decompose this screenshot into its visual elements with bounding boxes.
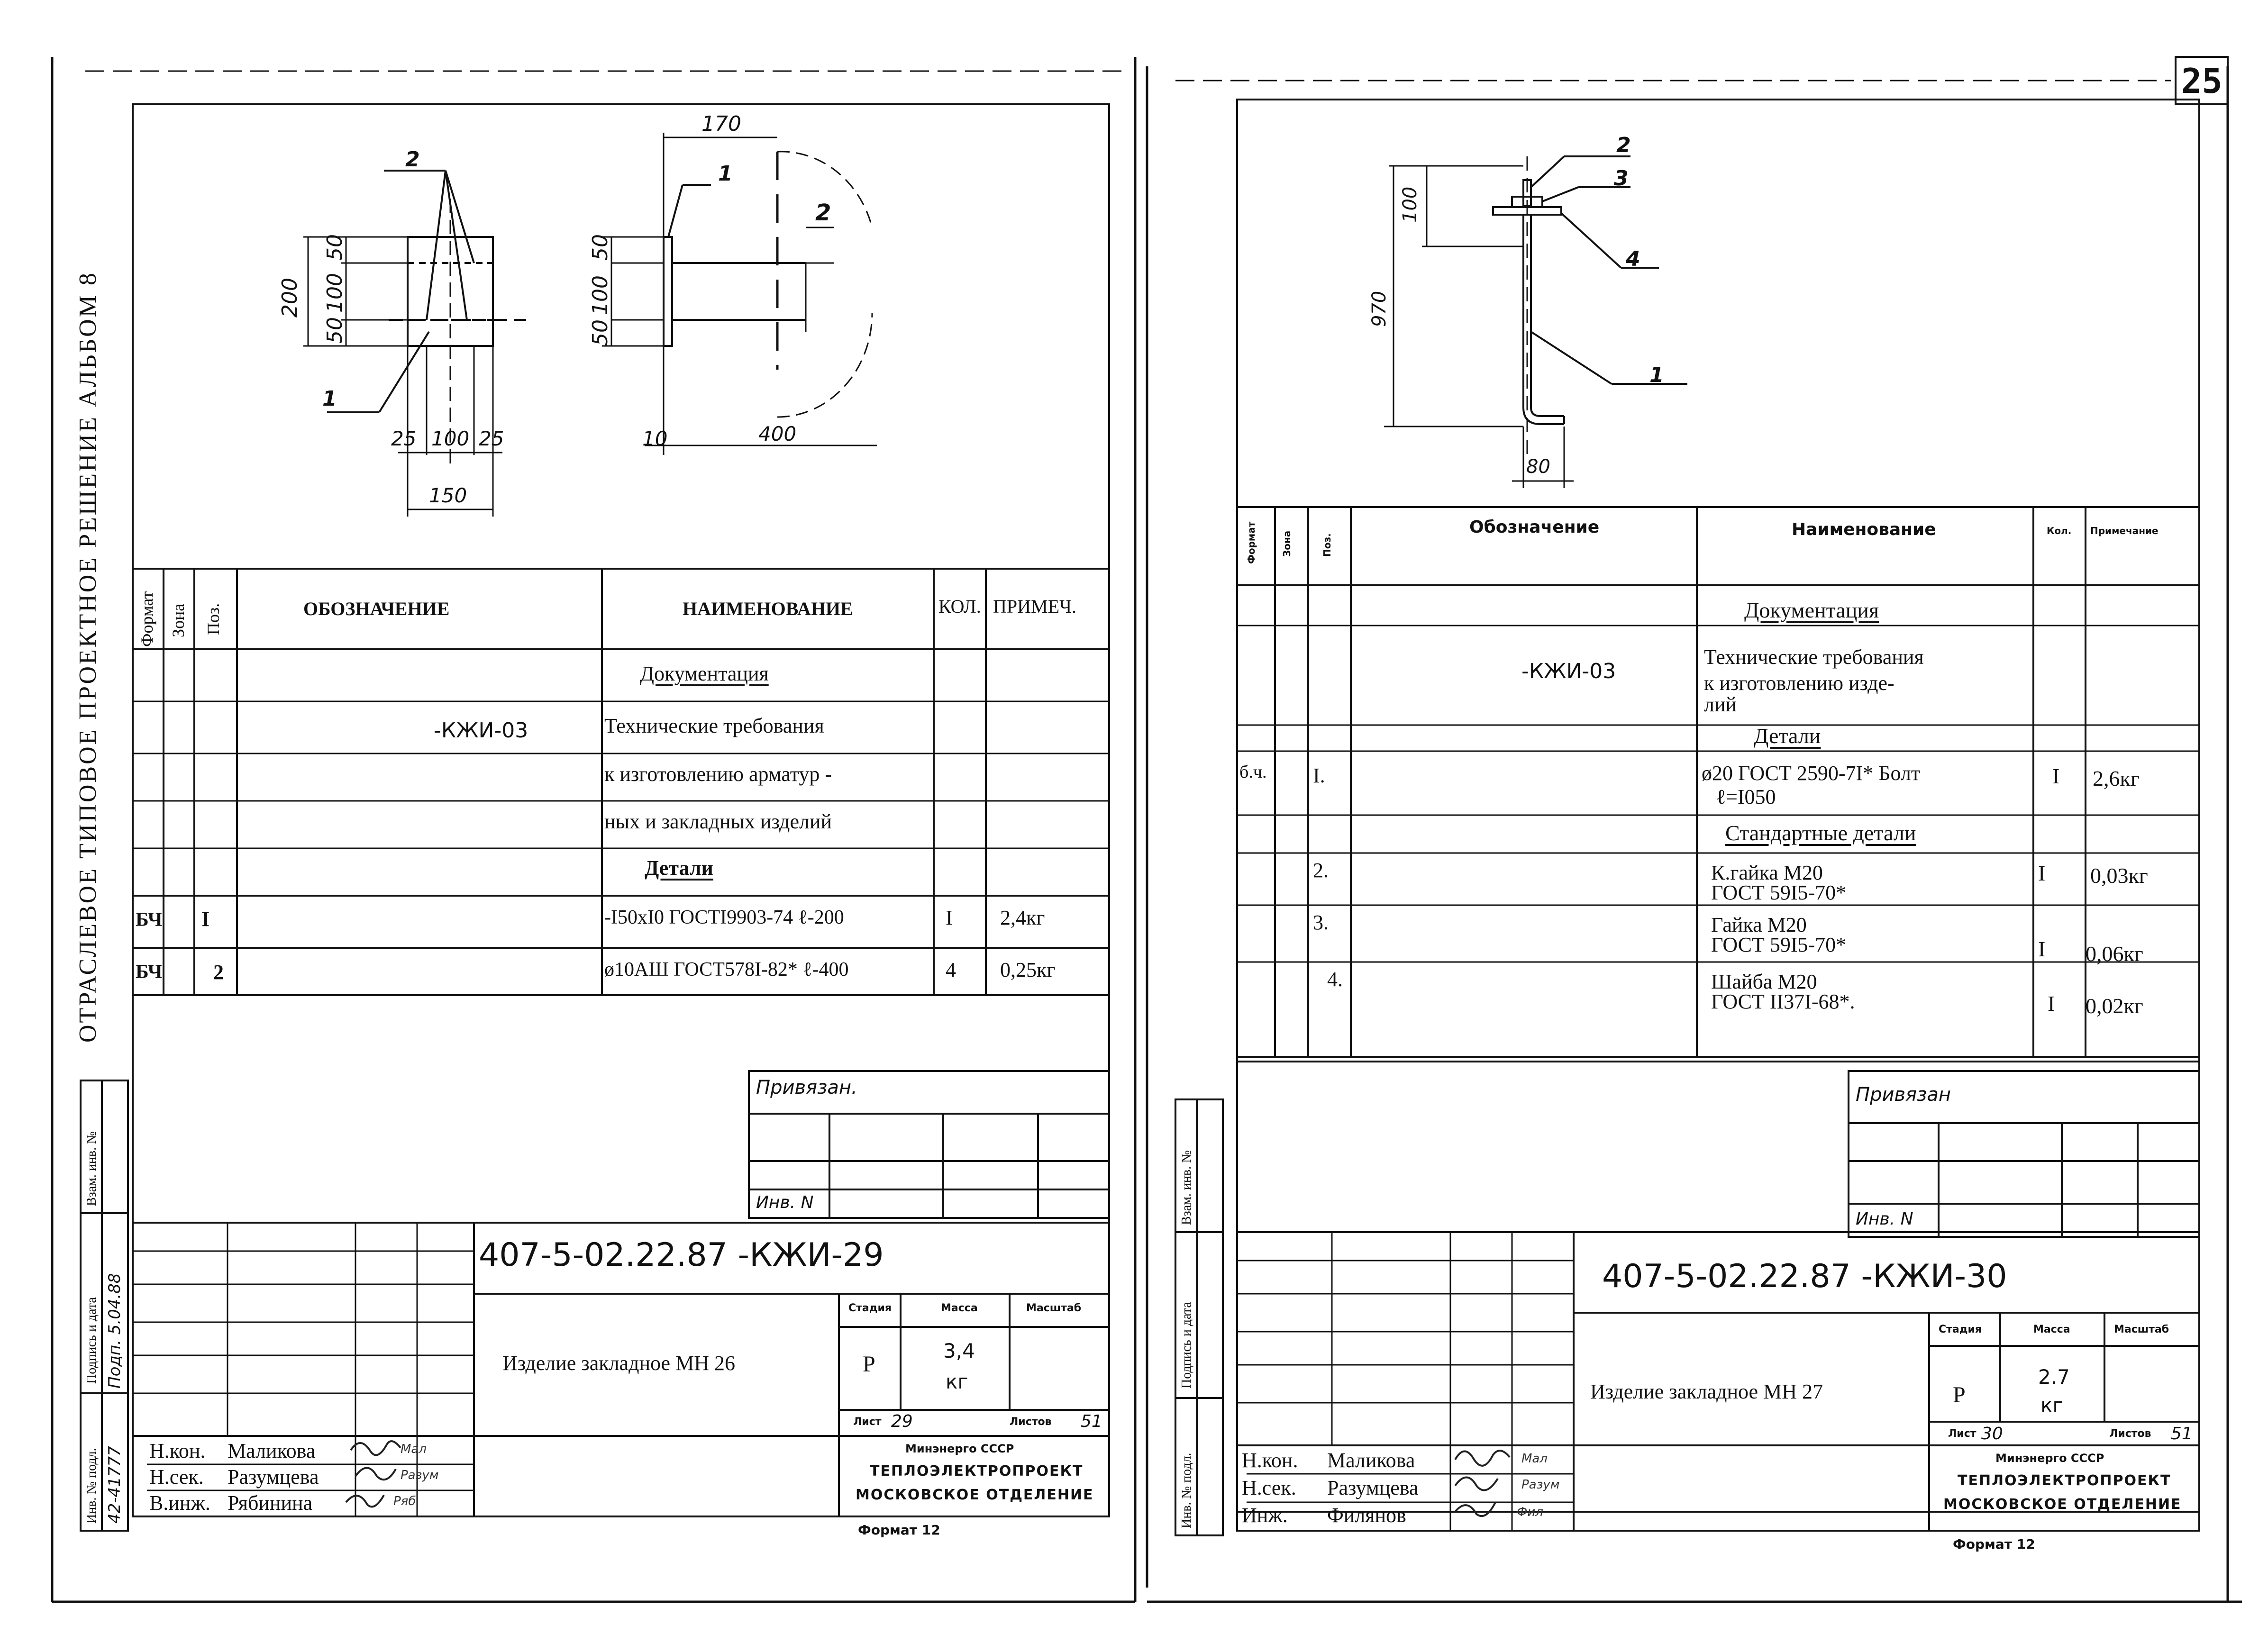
right-sheets-label: Листов (2109, 1428, 2151, 1440)
right-stamp-vzam: Взам. инв. № (1179, 1150, 1194, 1225)
right-doc-name-3: лий (1704, 693, 1737, 716)
right-r3-qty: I (2038, 937, 2046, 961)
right-signature-1: Мал (1521, 1452, 1548, 1466)
left-doc-name-1: Технические требования (604, 714, 824, 737)
left-org-1: Минэнерго СССР (905, 1442, 1014, 1455)
leader-4-right: 4 (1626, 247, 1640, 271)
right-col-name: Наименование (1792, 520, 1936, 539)
right-person-3-role: Инж. (1242, 1504, 1288, 1527)
right-col-designation: Обозначение (1469, 517, 1600, 537)
leader-2-left: 2 (405, 147, 420, 172)
left-r1-note: 2,4кг (1000, 906, 1045, 929)
left-person-3-name: Рябинина (228, 1491, 313, 1515)
left-binding-inv: Инв. N (756, 1193, 814, 1212)
left-mass-unit: кг (946, 1370, 968, 1393)
right-col-format: Формат (1246, 521, 1257, 564)
dim-400: 400 (758, 422, 797, 445)
left-plate-side (664, 237, 672, 346)
right-person-3-name: Филянов (1327, 1504, 1406, 1527)
left-binding-label: Привязан. (756, 1077, 857, 1098)
left-r1-pos: I (201, 908, 210, 931)
right-col-pos: Поз. (1321, 533, 1333, 557)
right-person-1-role: Н.кон. (1242, 1449, 1298, 1472)
left-r1-qty: I (946, 906, 953, 929)
dim-200: 200 (278, 278, 302, 318)
right-mass-value: 2.7 (2038, 1365, 2070, 1389)
right-r4-name-1: Шайба М20 (1711, 970, 1817, 993)
left-scale-header: Масштаб (1026, 1302, 1082, 1314)
right-doc-name-2: к изготовлению изде- (1704, 672, 1895, 695)
right-r3-name-2: ГОСТ 59I5-70* (1711, 933, 1847, 956)
right-r1-name-2: ℓ=I050 (1716, 785, 1776, 808)
right-binding-label: Привязан (1856, 1084, 1951, 1106)
right-doc-name-1: Технические требования (1704, 645, 1924, 669)
right-mass-unit: кг (2040, 1394, 2063, 1417)
left-doc-code: -КЖИ-03 (434, 718, 528, 743)
left-stamp-podpis: Подпись и дата (84, 1297, 99, 1384)
right-doc-section: Документация (1744, 598, 1879, 622)
left-signature-1: Мал (401, 1442, 427, 1456)
right-sheets-number: 51 (2171, 1424, 2193, 1443)
right-stage: Р (1953, 1382, 1966, 1407)
left-r2-note: 0,25кг (1000, 958, 1056, 981)
right-signature-3: Фил (1517, 1505, 1543, 1519)
right-r1-name-1: ø20 ГОСТ 2590-7I* Болт (1702, 762, 1921, 785)
leader-3-right: 3 (1614, 166, 1629, 191)
left-col-pos: Поз. (204, 603, 223, 635)
right-org-2: ТЕПЛОЭЛЕКТРОПРОЕКТ (1958, 1472, 2171, 1489)
dim-970-right: 970 (1368, 290, 1390, 327)
dim-100-b: 100 (588, 275, 612, 315)
left-stamp-inv-value: 42-41777 (105, 1446, 124, 1524)
dim-100-right: 100 (1399, 186, 1421, 223)
leader-1-left: 1 (322, 387, 337, 411)
left-drawing-title: Изделие закладное МН 26 (502, 1352, 735, 1375)
left-col-format: Формат (137, 591, 156, 647)
left-col-zone: Зона (169, 603, 188, 637)
right-person-2-role: Н.сек. (1242, 1476, 1296, 1499)
dim-150: 150 (429, 484, 467, 507)
left-col-note: ПРИМЕЧ. (993, 596, 1077, 617)
right-col-note: Примечание (2090, 525, 2159, 536)
album-title: ОТРАСЛЕВОЕ ТИПОВОЕ ПРОЕКТНОЕ РЕШЕНИЕ АЛЬБОМ 8 (74, 271, 101, 1043)
dim-50-a: 50 (323, 234, 347, 261)
dim-50-b: 50 (323, 317, 347, 344)
right-col-qty: Кол. (2047, 525, 2072, 536)
left-signature-3: Ряб (393, 1494, 416, 1508)
right-r1-pos: I. (1313, 764, 1325, 787)
right-scale-header: Масштаб (2114, 1324, 2169, 1335)
left-r2-format: БЧ (136, 961, 163, 983)
right-binding-inv: Инв. N (1856, 1209, 1913, 1229)
right-drawing-title: Изделие закладное МН 27 (1590, 1380, 1823, 1403)
right-r3-name-1: Гайка М20 (1711, 913, 1807, 936)
left-mass-header: Масса (941, 1302, 978, 1314)
left-format: Формат 12 (858, 1522, 940, 1538)
leader-1-right: 1 (1649, 363, 1664, 387)
right-r4-qty: I (2048, 991, 2055, 1016)
right-stamp-inv: Инв. № подл. (1179, 1452, 1194, 1528)
right-std-section: Стандартные детали (1725, 821, 1916, 845)
left-sheets-label: Листов (1010, 1416, 1052, 1428)
left-org-2: ТЕПЛОЭЛЕКТРОПРОЕКТ (870, 1463, 1084, 1480)
dim-80-right: 80 (1526, 456, 1550, 478)
right-r2-note: 0,03кг (2090, 863, 2148, 888)
right-r2-qty: I (2038, 861, 2046, 885)
left-r2-pos: 2 (213, 961, 224, 984)
left-org-3: МОСКОВСКОЕ ОТДЕЛЕНИЕ (856, 1487, 1094, 1503)
right-signature-2: Разум (1521, 1478, 1560, 1492)
left-drawing-code: 407-5-02.22.87 -КЖИ-29 (479, 1236, 884, 1274)
right-r1-qty: I (2052, 764, 2060, 788)
left-signature-2: Разум (401, 1468, 439, 1482)
left-col-designation: ОБОЗНАЧЕНИЕ (303, 598, 450, 619)
left-stage-header: Стадия (848, 1302, 892, 1314)
right-format: Формат 12 (1953, 1536, 2035, 1552)
right-sheet-label: Лист (1948, 1428, 1977, 1440)
left-r2-qty: 4 (946, 958, 956, 981)
left-person-2-role: Н.сек. (149, 1465, 204, 1489)
right-details-section: Детали (1754, 724, 1821, 748)
leader-2-right: 2 (1616, 133, 1631, 157)
left-sheets-number: 51 (1081, 1412, 1102, 1431)
left-person-3-role: В.инж. (149, 1491, 210, 1515)
left-sheet-number: 29 (891, 1412, 913, 1431)
right-sheet-number: 30 (1981, 1424, 2003, 1443)
dim-170: 170 (701, 112, 741, 136)
right-person-2-name: Разумцева (1327, 1476, 1419, 1499)
dim-25-a: 25 (391, 427, 417, 450)
right-stage-header: Стадия (1939, 1324, 1982, 1335)
dim-50-c: 50 (588, 234, 612, 261)
dim-100-a: 100 (323, 273, 347, 313)
right-drawing-code: 407-5-02.22.87 -КЖИ-30 (1602, 1258, 2007, 1295)
right-mass-header: Масса (2033, 1324, 2070, 1335)
right-r1-note: 2,6кг (2093, 766, 2140, 790)
page-number: 25 (2181, 61, 2222, 101)
left-person-1-name: Маликова (228, 1439, 316, 1462)
right-r2-name-2: ГОСТ 59I5-70* (1711, 881, 1847, 904)
right-r3-note: 0,06кг (2086, 942, 2143, 966)
left-r1-format: БЧ (136, 909, 163, 931)
left-stamp-inv: Инв. № подл. (84, 1448, 99, 1524)
right-org-1: Минэнерго СССР (1995, 1452, 2104, 1465)
left-stamp-vzam: Взам. инв. № (84, 1131, 99, 1206)
left-r1-name: -I50xI0 ГОСТI9903-74 ℓ-200 (604, 907, 844, 928)
left-person-2-name: Разумцева (228, 1465, 319, 1489)
dim-100-c: 100 (431, 427, 470, 450)
left-sheet-label: Лист (853, 1416, 882, 1428)
right-stamp-podpis: Подпись и дата (1179, 1302, 1194, 1389)
left-stage: Р (863, 1352, 875, 1377)
left-doc-name-3: ных и закладных изделий (604, 810, 832, 833)
right-col-zone: Зона (1281, 530, 1293, 557)
right-r2-name-1: К.гайка М20 (1711, 861, 1823, 884)
left-col-name: НАИМЕНОВАНИЕ (683, 598, 853, 619)
right-r1-format: б.ч. (1239, 762, 1267, 782)
right-org-3: МОСКОВСКОЕ ОТДЕЛЕНИЕ (1943, 1496, 2182, 1513)
leader-1-side: 1 (718, 162, 733, 186)
right-r3-pos: 3. (1313, 911, 1329, 934)
left-stamp-date-value: Подп. 5.04.88 (105, 1273, 124, 1389)
right-r2-pos: 2. (1313, 859, 1329, 882)
right-doc-code: -КЖИ-03 (1521, 659, 1616, 683)
dim-50-d: 50 (588, 319, 612, 346)
right-r4-name-2: ГОСТ II37I-68*. (1711, 990, 1855, 1013)
left-r2-name: ø10АШ ГОСТ578I-82* ℓ-400 (604, 959, 849, 980)
left-details-section: Детали (645, 856, 713, 880)
right-person-1-name: Маликова (1327, 1449, 1415, 1472)
right-r4-pos: 4. (1327, 968, 1343, 991)
leader-2-side: 2 (815, 200, 831, 226)
right-sheet-border (1147, 61, 2242, 1602)
left-mass-value: 3,4 (943, 1339, 975, 1362)
dim-10: 10 (642, 427, 668, 450)
left-doc-section: Документация (640, 662, 769, 685)
dim-25-b: 25 (479, 427, 504, 450)
left-doc-name-2: к изготовлению арматур - (604, 762, 832, 786)
left-col-qty: КОЛ. (938, 596, 981, 617)
left-person-1-role: Н.кон. (149, 1439, 206, 1462)
right-r4-note: 0,02кг (2086, 994, 2143, 1018)
